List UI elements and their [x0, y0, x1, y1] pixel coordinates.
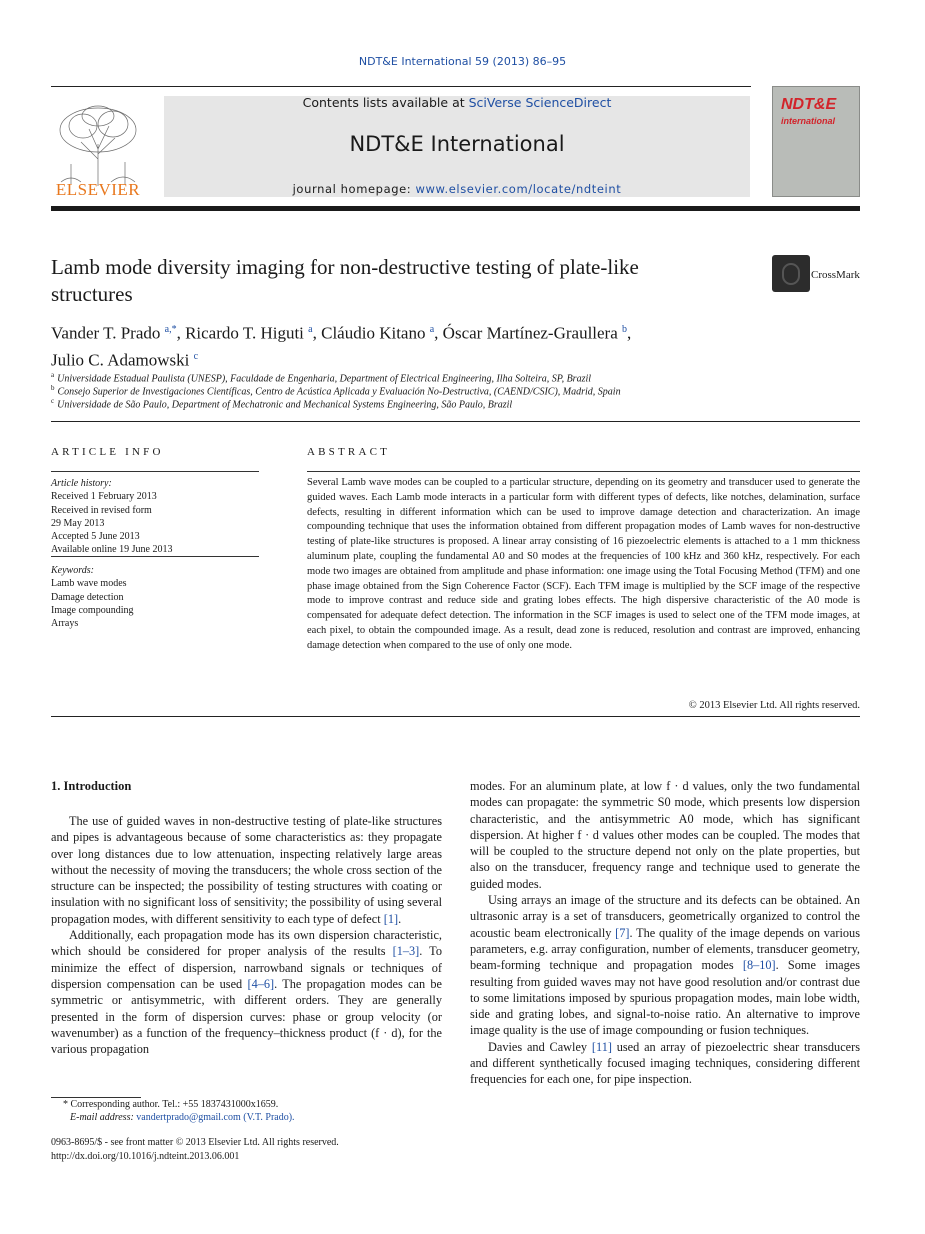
history-entry: 29 May 2013 [51, 517, 105, 529]
email-label: E-mail address: [70, 1112, 137, 1123]
article-history [51, 477, 259, 557]
author-affiliation-mark[interactable]: b [622, 324, 628, 335]
journal-reference[interactable]: NDT&E International 59 (2013) 86–95 [358, 55, 567, 68]
section-divider [51, 421, 860, 422]
email-line [51, 1111, 442, 1124]
body-paragraph [51, 927, 442, 1057]
crossmark-icon[interactable] [772, 255, 810, 292]
author-name[interactable]: Cláudio Kitano [321, 323, 426, 343]
info-rule [51, 471, 259, 472]
corresponding-author-note: * Corresponding author. Tel.: +55 1837431000x1659. [63, 1099, 279, 1110]
citation-link[interactable]: [11] [591, 1039, 612, 1054]
citation-link[interactable]: [4–6] [247, 976, 275, 991]
abstract-text: Several Lamb wave modes can be coupled to a particular structure, depending on its geometry and transducer used to generate the guided waves. Each Lamb mode interacts in a particular form with different types of defects, like notches, delamination, surface defects, resulting in different information which can be used to improve damage detection and characterization. An image compounding technique that uses the information obtained from different propagation modes of Lamb waves for non-destructive testing of plate-like structures is proposed. A linear array consisting of 16 piezoelectric elements is attached to a 1 mm thickness aluminum plate, coupling the fundamental A0 and S0 modes at the frequencies of 100 kHz and 360 kHz, respectively. For each mode two images are obtained from amplitude and phase information: one image using the Total Focusing Method (TFM) and one phase image obtained from the Sign Coherence Factor (SCF). Each TFM image is multiplied by the SCF image of the respective mode to improve contrast and reduce side and grating lobes effects. The high dispersive characteristic of the A0 mode is compensated for adequate defect detection. The information in the SCF images is used to select one of the TFM mode images, at each pixel, to obtain the compounded image. As a result, dead zone is reduced, resolution and contrast are improved, enhancing damage detection when compared to the use of only one mode. [307, 477, 860, 651]
abstract-rule [307, 471, 860, 472]
affiliation-mark: a [51, 371, 55, 379]
affiliation-mark: b [51, 384, 55, 392]
citation-link[interactable]: [1–3] [392, 944, 420, 959]
paragraph-text: . The quality of the image depends on various parameters, e.g. array configuration, number of elements, transducer geometry, beam-forming technique and propagation modes [470, 925, 860, 973]
issn-line: 0963-8695/$ - see front matter © 2013 Elsevier Ltd. All rights reserved. [51, 1137, 339, 1148]
keywords [51, 564, 259, 630]
header-rule [51, 86, 751, 87]
abstract-heading: ABSTRACT [307, 446, 391, 458]
paragraph-text: . Some images resulting from guided waves may not have good resolution and/or contrast due to some limitations imposed by spurious propagation modes, main lobe width, side and grating lobes, and signal-to-noise ratio. An alternative to improve image quality is the use of image compounding or fusion techniques. [470, 958, 860, 1038]
copyright-notice: © 2013 Elsevier Ltd. All rights reserved. [688, 700, 860, 711]
homepage-prefix: journal homepage: [292, 182, 416, 196]
author-name[interactable]: Ricardo T. Higuti [185, 323, 304, 343]
history-entry: Received in revised form [51, 504, 152, 516]
author-list: Vander T. Prado $^{a,*}$, Ricardo T. Higuti $^a$, Cláudio Kitano $^a$, Óscar Martínez-Graullera $^b$, Julio C. Adamowski $^c$ [51, 323, 632, 370]
author-name[interactable]: Óscar Martínez-Graullera [442, 323, 618, 343]
journal-cover-thumbnail[interactable] [772, 86, 860, 197]
header-thick-rule [51, 206, 860, 211]
paragraph-text: used an array of piezoelectric shear transducers and different synthetically focused imaging techniques, considering different frequencies for each one, for pipe inspection. [470, 1039, 860, 1087]
keyword: Damage detection [51, 591, 124, 603]
elsevier-wordmark: ELSEVIER [55, 180, 141, 199]
author-affiliation-mark[interactable]: a [308, 324, 313, 335]
sciencedirect-link[interactable]: SciVerse ScienceDirect [468, 95, 612, 110]
body-paragraph [51, 813, 442, 927]
paragraph-text: Using arrays an image of the structure and its defects can be obtained. An ultrasonic array is a set of transducers, geometrically organized to control the acoustic beam electronically [470, 893, 860, 940]
affiliation-text: Consejo Superior de Investigaciones Científicas, Centro de Acústica Aplicada y Evaluación No-Destructiva, (CAEND/CSIC), Madrid, Spain [57, 386, 621, 398]
homepage-link[interactable]: www.elsevier.com/locate/ndteint [415, 182, 622, 196]
paragraph-text: modes. For an aluminum plate, at low f · d values, only the two fundamental modes can propagate: the symmetric S0 mode, which presents low dispersion characteristic, and the antisymmetric A0 mode, which has significant dispersion. At higher f · d values other modes can be coupled. The modes that will be coupled to the structure depend not only on the plate properties, but also on the transducer, frequency range and technique used to generate the guided modes. [470, 779, 860, 891]
right-column [470, 778, 860, 1088]
author-affiliation-mark[interactable]: c [193, 350, 199, 362]
left-column [51, 813, 442, 1057]
crossmark-label[interactable]: CrossMark [811, 269, 860, 281]
history-entry: Available online 19 June 2013 [51, 544, 173, 556]
author-name[interactable]: Julio C. Adamowski [51, 350, 190, 370]
keywords-label: Keywords: [51, 565, 94, 576]
paragraph-text: Additionally, each propagation mode has its own dispersion characteristic, which should be considered for proper analysis of the results [51, 928, 442, 959]
history-entry: Accepted 5 June 2013 [51, 531, 140, 543]
keyword: Arrays [51, 618, 79, 630]
article-info-heading: ARTICLE INFO [51, 446, 164, 458]
affiliation [51, 395, 512, 411]
affiliation-mark: c [51, 397, 55, 405]
citation-link[interactable]: [8–10] [742, 958, 776, 973]
body-paragraph [470, 1039, 860, 1088]
affiliation-text: Universidade de São Paulo, Department of Mechatronic and Mechanical Systems Engineering, São Paulo, Brazil [57, 399, 513, 411]
cover-title: NDT&E [781, 96, 837, 113]
paragraph-text: . To minimize the effect of dispersion, narrowband signals or techniques of dispersion compensation can be used [51, 944, 442, 991]
paragraph-text: . [398, 911, 402, 926]
citation-link[interactable]: [7] [615, 925, 630, 940]
body-paragraph [470, 778, 860, 892]
journal-title: NDT&E International [349, 132, 565, 156]
info-rule [51, 556, 259, 557]
history-entry: Received 1 February 2013 [51, 491, 157, 503]
homepage-line [164, 182, 750, 196]
paragraph-text: . The propagation modes can be symmetric or antisymmetric, with different orders. They are generally presented in the form of dispersion curves: phase or group velocity (or wavenumber) as a function of the frequency–thickness product (f · d), for the various propagation [51, 976, 442, 1057]
email-link[interactable]: vandertprado@gmail.com [136, 1112, 241, 1123]
author-affiliation-mark[interactable]: a [429, 324, 435, 335]
keyword: Image compounding [51, 604, 134, 616]
contents-prefix: Contents lists available at [302, 95, 469, 110]
paragraph-text: The use of guided waves in non-destructive testing of plate-like structures and pipes is advantageous because of some characteristics as: they propagate over long distances due to low attenuation, inspecting relatively large areas without the necessity of moving the transducers; the whole cross section of the structure can be inspected; the possibility of testing structures with coating or insulation with no significant loss of sensitivity; the possibility of using several propagation modes, with different sensitivity to each type of defect [51, 814, 442, 926]
keyword: Lamb wave modes [51, 578, 127, 590]
author-affiliation-mark[interactable]: a,* [164, 324, 177, 335]
paragraph-text: Davies and Cawley [488, 1039, 592, 1054]
history-label: Article history: [51, 478, 112, 489]
footnote [51, 1098, 442, 1124]
cover-subtitle: international [781, 116, 836, 126]
email-suffix: (V.T. Prado). [240, 1112, 295, 1123]
article-title: Lamb mode diversity imaging for non-destructive testing of plate-like structures [51, 255, 639, 306]
section-heading: 1. Introduction [51, 779, 132, 793]
publication-info [51, 1136, 471, 1163]
abstract-bottom-rule [51, 716, 860, 717]
contents-line [164, 95, 750, 110]
affiliation-text: Universidade Estadual Paulista (UNESP), Faculdade de Engenharia, Department of Electrical Engineering, Ilha Solteira, SP, Brazil [57, 373, 592, 385]
doi-link[interactable]: http://dx.doi.org/10.1016/j.ndteint.2013.06.001 [51, 1150, 240, 1162]
citation-link[interactable]: [1] [383, 911, 399, 926]
body-paragraph [470, 892, 860, 1039]
author-name[interactable]: Vander T. Prado [51, 323, 161, 343]
